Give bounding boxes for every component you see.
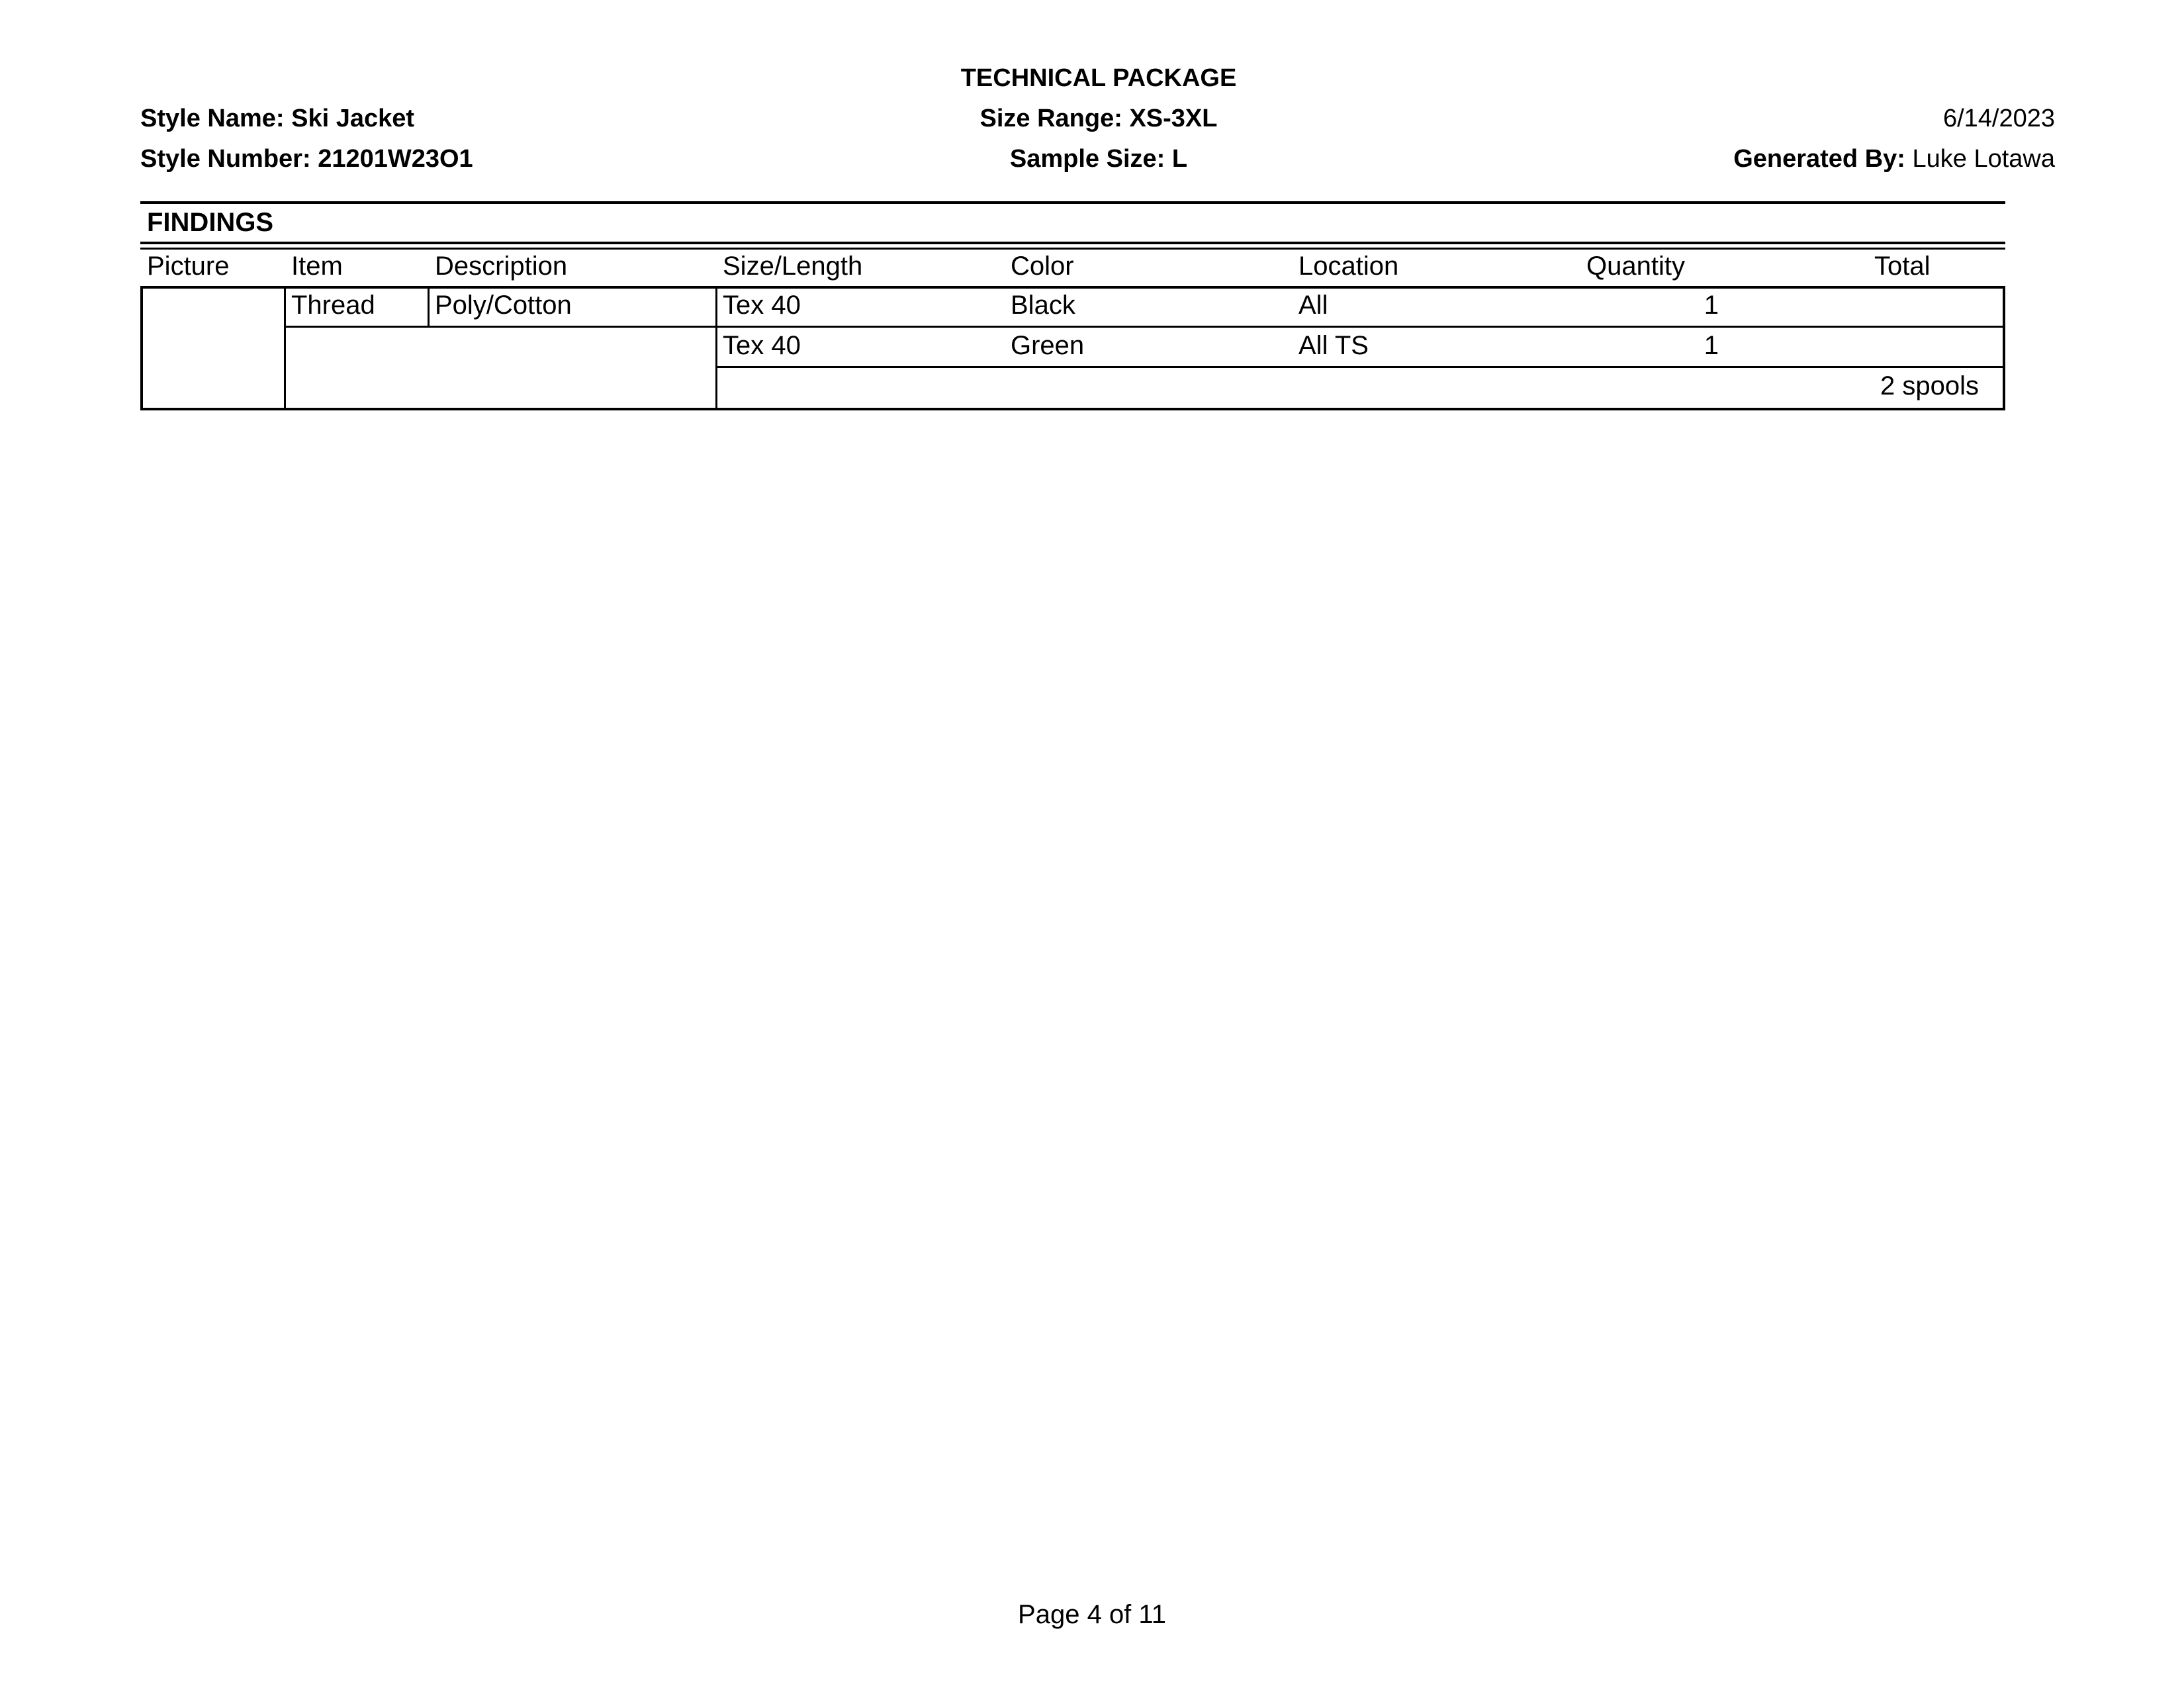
document-title: TECHNICAL PACKAGE <box>960 64 1237 92</box>
size-range-value: XS-3XL <box>1129 105 1218 132</box>
row-1-size: Tex 40 <box>723 291 801 320</box>
style-number-label: Style Number: <box>140 145 311 173</box>
row-2-color: Green <box>1011 331 1085 360</box>
section-double-rule-bottom <box>140 248 2005 250</box>
size-range <box>960 104 1238 133</box>
size-range-label: Size Range: <box>979 105 1122 132</box>
column-header-item: Item <box>291 252 343 281</box>
column-header-size-length: Size/Length <box>723 252 863 281</box>
report-date: 6/14/2023 <box>1942 105 2055 132</box>
column-header-description: Description <box>435 252 568 281</box>
generated-by-label: Generated By: <box>1733 145 1905 173</box>
grid-line <box>284 326 2005 328</box>
row-1-color: Black <box>1011 291 1075 320</box>
grid-line <box>428 286 430 328</box>
style-number <box>140 144 473 173</box>
sample-size-label: Sample Size: <box>1009 145 1165 173</box>
generated-by-value: Luke Lotawa <box>1912 145 2055 173</box>
column-header-location: Location <box>1298 252 1399 281</box>
grid-line <box>715 286 717 410</box>
section-double-rule-top <box>140 242 2005 244</box>
row-2-quantity: 1 <box>1704 331 1719 360</box>
style-name <box>140 104 414 133</box>
grid-line <box>284 286 286 410</box>
total-value: 2 spools <box>1880 371 1979 400</box>
style-name-value: Ski Jacket <box>291 105 415 132</box>
row-1-description: Poly/Cotton <box>435 291 572 320</box>
style-name-label: Style Name: <box>140 105 285 132</box>
style-number-value: 21201W23O1 <box>318 145 473 173</box>
column-header-picture: Picture <box>147 252 230 281</box>
grid-line <box>715 366 2005 368</box>
section-title: FINDINGS <box>147 208 274 237</box>
row-1-quantity: 1 <box>1704 291 1719 320</box>
row-1-item: Thread <box>291 291 375 320</box>
section-top-rule <box>140 201 2005 204</box>
page-number: Page 4 of 11 <box>1018 1600 1166 1629</box>
sample-size <box>960 144 1238 173</box>
column-header-quantity: Quantity <box>1586 252 1685 281</box>
generated-by <box>1733 144 2055 173</box>
row-2-size: Tex 40 <box>723 331 801 360</box>
row-2-location: All TS <box>1298 331 1369 360</box>
column-header-color: Color <box>1011 252 1074 281</box>
row-1-location: All <box>1298 291 1328 320</box>
sample-size-value: L <box>1171 145 1188 173</box>
column-header-total: Total <box>1874 252 1931 281</box>
